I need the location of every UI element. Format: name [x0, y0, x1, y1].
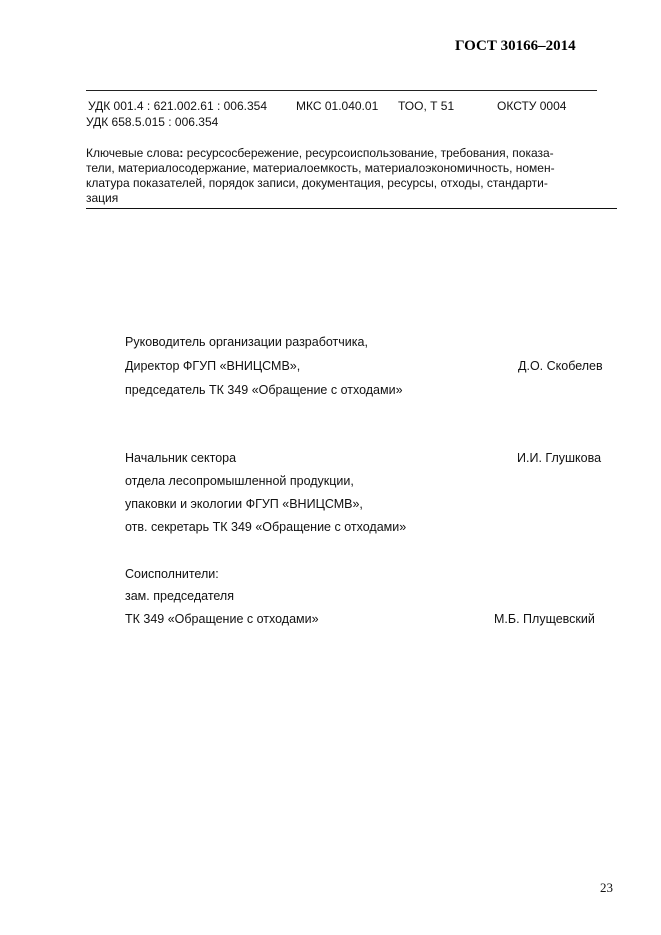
udk-code-2: УДК 658.5.015 : 006.354	[86, 115, 219, 129]
sig2-line-3: упаковки и экологии ФГУП «ВНИЦСМВ»,	[125, 497, 363, 511]
sig2-line-2: отдела лесопромышленной продукции,	[125, 474, 354, 488]
top-divider	[86, 90, 597, 91]
page-number: 23	[600, 880, 613, 895]
keywords-label: Ключевые слова	[86, 146, 180, 160]
mks-code: МКС 01.040.01	[296, 99, 379, 113]
sig1-name: Д.О. Скобелев	[518, 359, 603, 373]
bottom-divider	[86, 208, 617, 209]
sig1-line-3: председатель ТК 349 «Обращение с отходами»	[125, 383, 403, 397]
sig1-line-1: Руководитель организации разработчика,	[125, 335, 368, 349]
sig2-name: И.И. Глушкова	[517, 451, 602, 465]
keywords-colon: :	[179, 146, 184, 160]
document-code: ГОСТ 30166–2014	[455, 38, 576, 54]
keywords-line-3: клатура показателей, порядок записи, документация, ресурсы, отходы, стандарти-	[86, 176, 548, 190]
okstu-code: ОКСТУ 0004	[497, 99, 567, 113]
sig3-name: М.Б. Плущевский	[494, 612, 595, 626]
keywords-line-1	[86, 145, 554, 161]
keywords-text-1: ресурсосбережение, ресурсоиспользование, требования, показа-	[186, 146, 554, 160]
udk-code: УДК 001.4 : 621.002.61 : 006.354	[88, 99, 268, 113]
keywords-line-2: тели, материалосодержание, материалоемкость, материалоэкономичность, номен-	[86, 161, 555, 175]
sig3-line-2: зам. председателя	[125, 589, 234, 603]
sig1-line-2: Директор ФГУП «ВНИЦСМВ»,	[125, 359, 301, 373]
sig2-line-1: Начальник сектора	[125, 451, 237, 465]
too-code: ТОО, Т 51	[398, 99, 455, 113]
sig2-line-4: отв. секретарь ТК 349 «Обращение с отходами»	[125, 520, 407, 534]
sig3-line-1: Соисполнители:	[125, 567, 219, 581]
sig3-line-3: ТК 349 «Обращение с отходами»	[125, 612, 319, 626]
keywords-line-4: зация	[86, 191, 119, 205]
